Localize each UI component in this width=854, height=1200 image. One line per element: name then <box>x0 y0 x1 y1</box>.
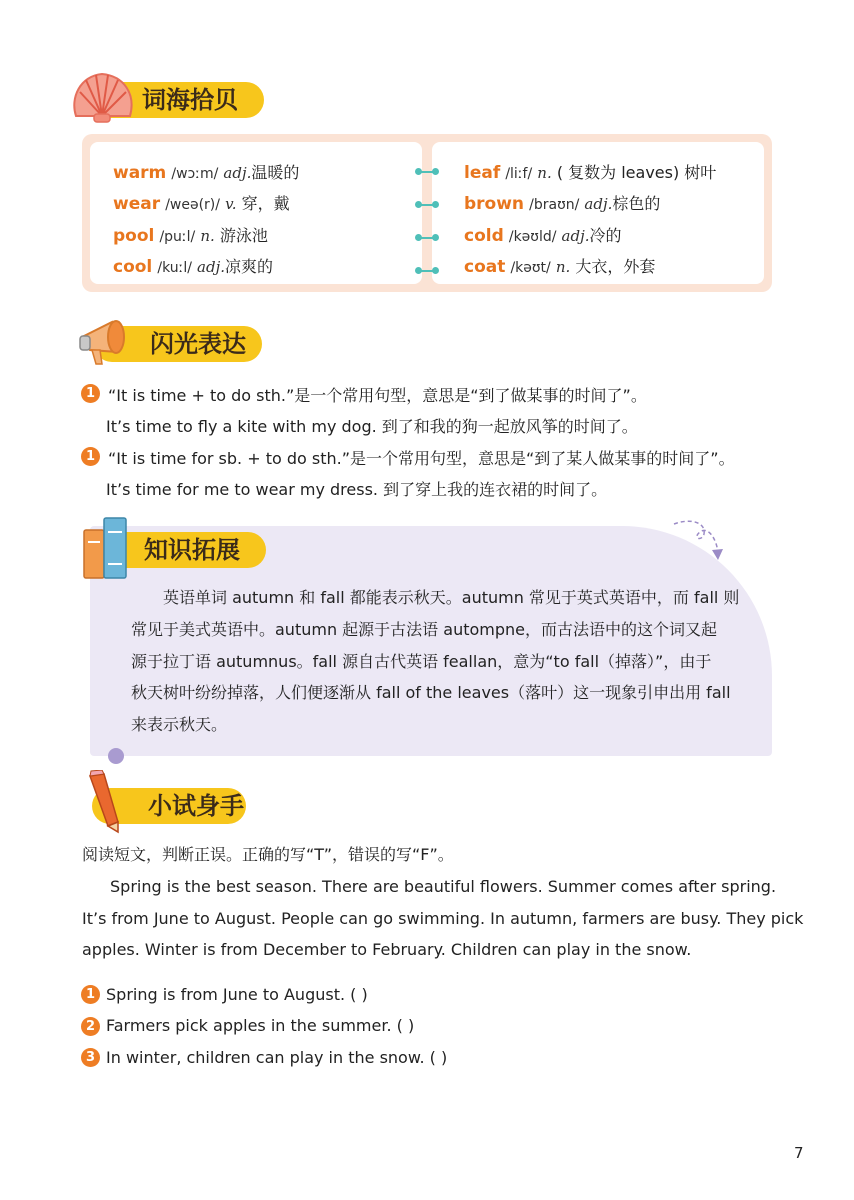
vocab-phonetic: /kuːl/ <box>157 260 192 276</box>
vocab-meaning: 凉爽的 <box>225 257 274 276</box>
vocab-word: brown <box>464 194 525 214</box>
vocab-pos: n. <box>537 164 552 182</box>
question-number-badge: 1 <box>81 985 100 1004</box>
pencil-icon <box>78 770 128 836</box>
vocab-meaning: 大衣，外套 <box>575 257 656 276</box>
vocab-pos: v. <box>225 195 237 213</box>
vocab-pos: adj. <box>584 195 613 213</box>
vocab-phonetic: /wɔːm/ <box>171 166 219 182</box>
passage-line: It’s from June to August. People can go swimming. In autumn, farmers are busy. They pick <box>82 909 804 928</box>
vocab-item <box>113 223 268 246</box>
knowledge-line: 来表示秋天。 <box>131 715 228 734</box>
connector <box>418 204 436 206</box>
section-title-vocab-text: 词海拾贝 <box>142 86 238 114</box>
vocab-item <box>464 191 660 214</box>
question-number-badge: 2 <box>81 1017 100 1036</box>
vocab-word: leaf <box>464 163 501 183</box>
knowledge-line: 源于拉丁语 autumnus。fall 源自古代英语 feallan，意为“to fall（掉落）”，由于 <box>131 652 712 671</box>
vocab-word: warm <box>113 163 167 183</box>
vocab-meaning: ( 复数为 leaves) 树叶 <box>556 163 717 182</box>
expression-rule: “It is time for sb. + to do sth.”是一个常用句型，意思是“到了某人做某事的时间了”。 <box>108 449 735 468</box>
vocab-meaning: 温暖的 <box>251 163 300 182</box>
question-text: In winter, children can play in the snow. ( ) <box>106 1048 448 1067</box>
shell-icon <box>66 68 140 126</box>
practice-instruction: 阅读短文，判断正误。正确的写“T”，错误的写“F”。 <box>82 845 454 864</box>
vocab-phonetic: /kəʊt/ <box>510 260 551 276</box>
expression-example: It’s time to fly a kite with my dog. 到了和我的狗一起放风筝的时间了。 <box>106 417 638 436</box>
vocab-pos: adj. <box>223 164 252 182</box>
section-title-practice-text: 小试身手 <box>148 792 244 820</box>
vocab-meaning: 冷的 <box>589 226 622 245</box>
vocab-word: coat <box>464 257 506 277</box>
megaphone-icon <box>74 312 140 370</box>
knowledge-line: 常见于美式英语中。autumn 起源于古法语 autompne，而古法语中的这个词又起 <box>131 620 717 639</box>
vocab-item <box>464 160 716 183</box>
expression-example: It’s time for me to wear my dress. 到了穿上我的连衣裙的时间了。 <box>106 480 608 499</box>
section-title-express-text: 闪光表达 <box>150 330 246 358</box>
vocab-phonetic: /braʊn/ <box>529 197 580 213</box>
dashed-arrow-decoration <box>670 516 730 562</box>
vocab-item <box>464 254 655 277</box>
question-text: Farmers pick apples in the summer. ( ) <box>106 1016 415 1035</box>
vocab-pos: n. <box>200 227 215 245</box>
passage-line: Spring is the best season. There are beautiful flowers. Summer comes after spring. <box>110 877 777 896</box>
knowledge-line: 秋天树叶纷纷掉落，人们便逐渐从 fall of the leaves（落叶）这一现象引申出用 fall <box>131 683 731 702</box>
item-number-badge: 1 <box>81 384 100 403</box>
vocab-phonetic: /puːl/ <box>159 229 196 245</box>
vocab-phonetic: /kəʊld/ <box>508 229 557 245</box>
connector <box>418 171 436 173</box>
vocab-meaning: 棕色的 <box>612 194 661 213</box>
vocab-word: cold <box>464 226 504 246</box>
vocab-pos: adj. <box>561 227 590 245</box>
vocab-meaning: 游泳池 <box>219 226 268 245</box>
page-number: 7 <box>794 1144 804 1162</box>
vocab-phonetic: /weə(r)/ <box>165 197 220 213</box>
connector <box>418 270 436 272</box>
item-number-badge: 1 <box>81 447 100 466</box>
expression-rule: “It is time + to do sth.”是一个常用句型，意思是“到了做某事的时间了”。 <box>108 386 647 405</box>
question-text: Spring is from June to August. ( ) <box>106 985 368 1004</box>
vocab-item <box>113 191 290 214</box>
vocab-item <box>464 223 622 246</box>
books-icon <box>80 514 134 580</box>
dot-decoration <box>108 748 124 764</box>
vocab-pos: adj. <box>197 258 226 276</box>
vocab-item <box>113 254 273 277</box>
passage-line: apples. Winter is from December to February. Children can play in the snow. <box>82 940 692 959</box>
connector <box>418 237 436 239</box>
section-title-knowledge-text: 知识拓展 <box>144 536 240 564</box>
vocab-phonetic: /liːf/ <box>505 166 533 182</box>
vocab-word: wear <box>113 194 161 214</box>
vocab-item <box>113 160 299 183</box>
question-number-badge: 3 <box>81 1048 100 1067</box>
vocab-word: pool <box>113 226 155 246</box>
knowledge-line: 英语单词 autumn 和 fall 都能表示秋天。autumn 常见于英式英语中，而 fall 则 <box>163 588 740 607</box>
vocab-meaning: 穿，戴 <box>241 194 290 213</box>
vocab-word: cool <box>113 257 153 277</box>
vocab-pos: n. <box>555 258 571 276</box>
